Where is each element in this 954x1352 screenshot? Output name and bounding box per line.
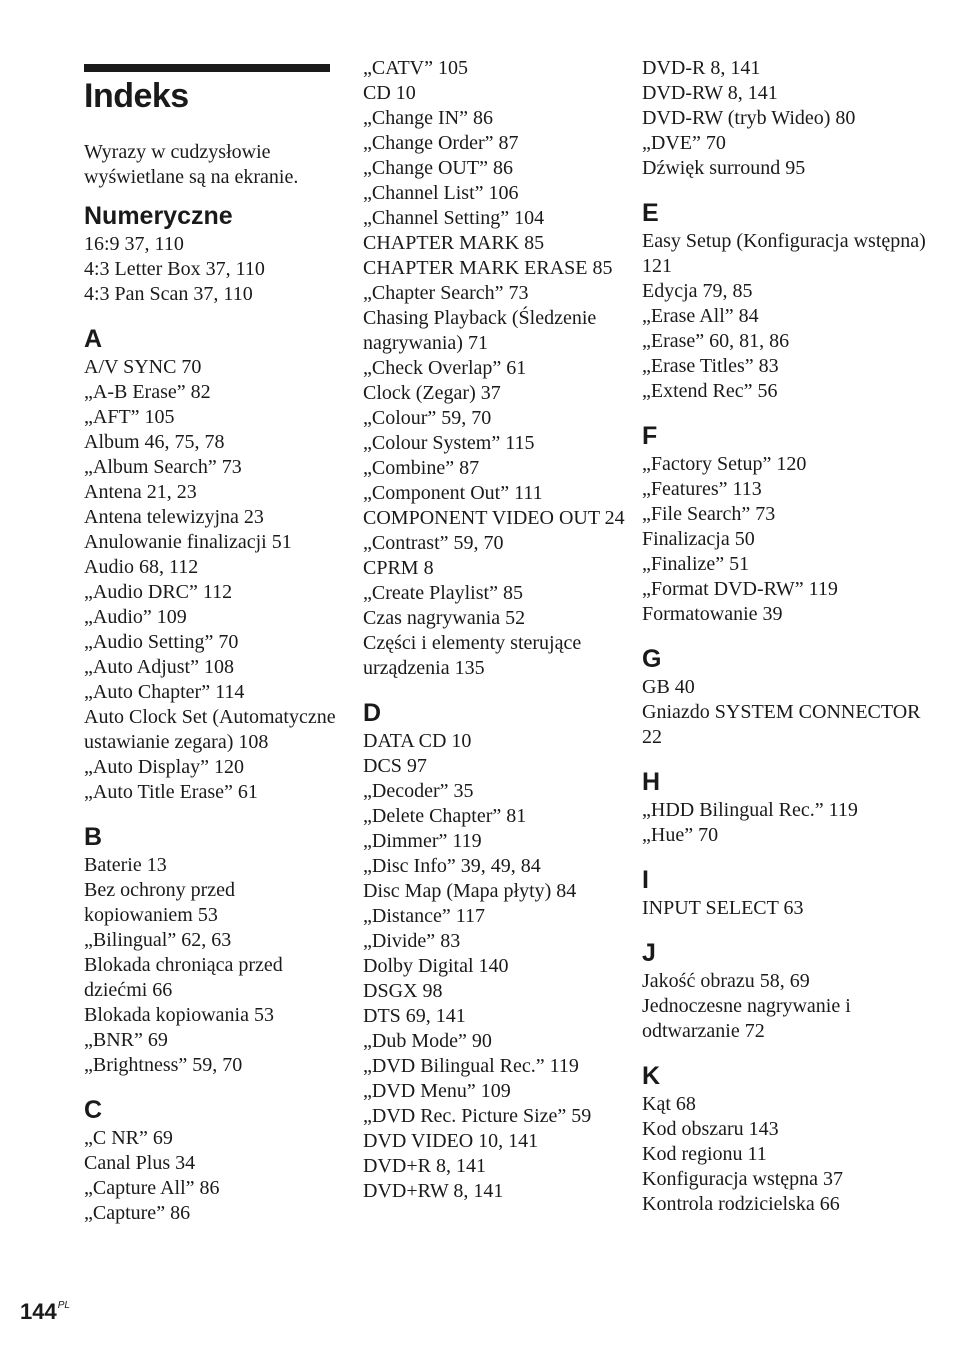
index-column-1 (84, 64, 346, 1243)
index-entry: „Hue” 70 (642, 824, 719, 846)
section-heading-numeryczne: Numeryczne (84, 202, 233, 230)
index-entry: „Factory Setup” 120 (642, 453, 807, 475)
index-entry: „Check Overlap” 61 (363, 357, 527, 379)
index-entry: Blokada kopiowania 53 (84, 1004, 274, 1026)
section-list-d-part2 (642, 56, 932, 181)
index-entry: Antena 21, 23 (84, 481, 197, 503)
index-entry: Anulowanie finalizacji 51 (84, 531, 292, 553)
index-entry: „Auto Adjust” 108 (84, 656, 234, 678)
page-language-code: PL (57, 1300, 70, 1311)
index-entry: „Component Out” 111 (363, 482, 543, 504)
index-entry: „Audio DRC” 112 (84, 581, 233, 603)
index-entry: „BNR” 69 (84, 1029, 168, 1051)
index-entry: „Channel Setting” 104 (363, 207, 545, 229)
index-entry: Canal Plus 34 (84, 1152, 196, 1174)
index-entry: „Channel List” 106 (363, 182, 519, 204)
section-heading-k: K (642, 1062, 661, 1090)
section-heading-i: I (642, 866, 649, 894)
index-entry: „HDD Bilingual Rec.” 119 (642, 799, 858, 821)
section-list-c-part2 (363, 56, 625, 681)
index-entry: DVD VIDEO 10, 141 (363, 1130, 539, 1152)
index-entry: „AFT” 105 (84, 406, 175, 428)
section-list-d-part1 (363, 729, 625, 1204)
index-entry: A/V SYNC 70 (84, 356, 202, 378)
index-entry: INPUT SELECT 63 (642, 897, 804, 919)
index-column-2 (363, 56, 625, 1221)
index-entry: GB 40 (642, 676, 695, 698)
index-entry: „Colour System” 115 (363, 432, 535, 454)
index-entry: „Extend Rec” 56 (642, 380, 778, 402)
index-entry: „Finalize” 51 (642, 553, 750, 575)
section-list-i (642, 896, 932, 921)
index-entry: „DVD Rec. Picture Size” 59 (363, 1105, 592, 1127)
index-entry: „File Search” 73 (642, 503, 776, 525)
index-entry: DCS 97 (363, 755, 427, 777)
index-entry: „DVE” 70 (642, 132, 726, 154)
index-entry: „Dub Mode” 90 (363, 1030, 492, 1052)
index-entry: Jakość obrazu 58, 69 (642, 970, 810, 992)
index-entry: Kontrola rodzicielska 66 (642, 1193, 840, 1215)
index-entry: „Format DVD-RW” 119 (642, 578, 838, 600)
index-entry: „Auto Display” 120 (84, 756, 244, 778)
index-entry: „Features” 113 (642, 478, 762, 500)
section-list-f (642, 452, 932, 627)
index-column-3 (642, 56, 932, 1234)
section-list-h (642, 798, 932, 848)
section-heading-b: B (84, 823, 103, 851)
index-entry: „Capture” 86 (84, 1202, 191, 1224)
section-list-b (84, 853, 346, 1078)
index-entry: Finalizacja 50 (642, 528, 755, 550)
index-entry: „Brightness” 59, 70 (84, 1054, 243, 1076)
index-entry: Auto Clock Set (Automatyczne ustawianie zegara) 108 (84, 706, 336, 753)
intro-text: Wyrazy w cudzysłowie wyświetlane są na ekranie. (84, 141, 299, 188)
index-entry: DTS 69, 141 (363, 1005, 466, 1027)
index-entry: Easy Setup (Konfiguracja wstępna) 121 (642, 230, 926, 277)
index-entry: DATA CD 10 (363, 730, 472, 752)
index-entry: „DVD Bilingual Rec.” 119 (363, 1055, 579, 1077)
index-entry: DVD+RW 8, 141 (363, 1180, 504, 1202)
page-number (20, 1299, 70, 1325)
index-entry: „Disc Info” 39, 49, 84 (363, 855, 541, 877)
index-entry: Baterie 13 (84, 854, 167, 876)
section-heading-d: D (363, 699, 382, 727)
page-title: Indeks (84, 77, 189, 115)
index-entry: „Audio” 109 (84, 606, 187, 628)
index-entry: DVD-RW (tryb Wideo) 80 (642, 107, 856, 129)
index-entry: „CATV” 105 (363, 57, 468, 79)
index-entry: Chasing Playback (Śledzenie nagrywania) 71 (363, 307, 597, 354)
section-heading-e: E (642, 199, 659, 227)
index-entry: Jednoczesne nagrywanie i odtwarzanie 72 (642, 995, 851, 1042)
index-entry: Kod regionu 11 (642, 1143, 767, 1165)
index-entry: Dźwięk surround 95 (642, 157, 806, 179)
index-entry: DSGX 98 (363, 980, 443, 1002)
index-entry: „Change IN” 86 (363, 107, 493, 129)
index-entry: „Bilingual” 62, 63 (84, 929, 232, 951)
index-entry: „C NR” 69 (84, 1127, 173, 1149)
section-heading-g: G (642, 645, 662, 673)
index-entry: Dolby Digital 140 (363, 955, 509, 977)
index-entry: „Contrast” 59, 70 (363, 532, 504, 554)
index-entry: „A-B Erase” 82 (84, 381, 211, 403)
index-entry: 16:9 37, 110 (84, 233, 184, 255)
section-heading-c: C (84, 1096, 103, 1124)
index-entry: „DVD Menu” 109 (363, 1080, 511, 1102)
index-entry: „Change OUT” 86 (363, 157, 513, 179)
index-entry: 4:3 Pan Scan 37, 110 (84, 283, 253, 305)
index-entry: „Change Order” 87 (363, 132, 519, 154)
index-entry: Audio 68, 112 (84, 556, 199, 578)
index-entry: CHAPTER MARK ERASE 85 (363, 257, 613, 279)
index-entry: Bez ochrony przed kopiowaniem 53 (84, 879, 236, 926)
index-entry: „Erase Titles” 83 (642, 355, 779, 377)
section-list-j (642, 969, 932, 1044)
index-entry: „Erase All” 84 (642, 305, 759, 327)
index-entry: „Erase” 60, 81, 86 (642, 330, 790, 352)
index-entry: „Chapter Search” 73 (363, 282, 529, 304)
section-heading-j: J (642, 939, 656, 967)
index-entry: Kąt 68 (642, 1093, 696, 1115)
index-entry: „Delete Chapter” 81 (363, 805, 527, 827)
index-entry: Formatowanie 39 (642, 603, 783, 625)
index-entry: Edycja 79, 85 (642, 280, 753, 302)
title-rule (84, 64, 330, 72)
index-entry: „Album Search” 73 (84, 456, 242, 478)
page-number-value: 144 (20, 1299, 57, 1324)
index-entry: „Decoder” 35 (363, 780, 474, 802)
index-entry: „Auto Title Erase” 61 (84, 781, 258, 803)
index-entry: Czas nagrywania 52 (363, 607, 526, 629)
index-entry: CPRM 8 (363, 557, 434, 579)
index-entry: „Divide” 83 (363, 930, 461, 952)
index-entry: CHAPTER MARK 85 (363, 232, 545, 254)
index-entry: 4:3 Letter Box 37, 110 (84, 258, 265, 280)
section-list-g (642, 675, 932, 750)
index-entry: „Combine” 87 (363, 457, 480, 479)
index-entry: „Dimmer” 119 (363, 830, 482, 852)
section-heading-a: A (84, 325, 103, 353)
index-entry: „Capture All” 86 (84, 1177, 220, 1199)
index-entry: Album 46, 75, 78 (84, 431, 225, 453)
index-entry: COMPONENT VIDEO OUT 24 (363, 507, 625, 529)
index-entry: Gniazdo SYSTEM CONNECTOR 22 (642, 701, 921, 748)
index-entry: Clock (Zegar) 37 (363, 382, 501, 404)
index-entry: DVD+R 8, 141 (363, 1155, 486, 1177)
index-entry: Kod obszaru 143 (642, 1118, 779, 1140)
index-entry: „Auto Chapter” 114 (84, 681, 245, 703)
section-list-k (642, 1092, 932, 1217)
section-list-c-part1 (84, 1126, 346, 1226)
section-list-numeryczne (84, 232, 346, 307)
index-entry: „Distance” 117 (363, 905, 485, 927)
index-entry: Blokada chroniąca przed dziećmi 66 (84, 954, 283, 1001)
section-heading-h: H (642, 768, 661, 796)
index-entry: „Colour” 59, 70 (363, 407, 492, 429)
section-heading-f: F (642, 422, 658, 450)
index-entry: DVD-R 8, 141 (642, 57, 761, 79)
index-entry: „Create Playlist” 85 (363, 582, 523, 604)
index-entry: CD 10 (363, 82, 416, 104)
index-entry: Disc Map (Mapa płyty) 84 (363, 880, 577, 902)
index-entry: Części i elementy sterujące urządzenia 135 (363, 632, 582, 679)
index-entry: Konfiguracja wstępna 37 (642, 1168, 844, 1190)
index-entry: „Audio Setting” 70 (84, 631, 239, 653)
index-entry: Antena telewizyjna 23 (84, 506, 264, 528)
section-list-e (642, 229, 932, 404)
section-list-a (84, 355, 346, 805)
index-entry: DVD-RW 8, 141 (642, 82, 778, 104)
